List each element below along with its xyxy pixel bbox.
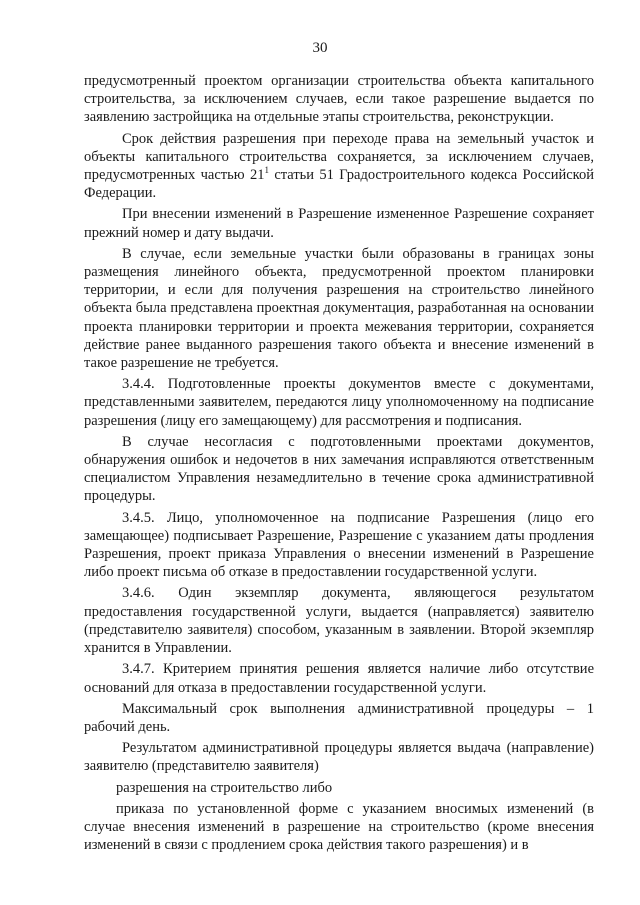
paragraph-result-permit: разрешения на строительство либо bbox=[116, 779, 333, 796]
document-body bbox=[84, 72, 594, 857]
paragraph-disagreement: В случае несогласия с подготовленными проектами документов, обнаружения ошибок и недочетов в них замечания исправляются ответственным специалистом Управления незамедлительно в течение срока административной процедуры. bbox=[84, 433, 594, 505]
paragraph-3-4-4: 3.4.4. Подготовленные проекты документов вместе с документами, представленными заявителем, передаются лицу уполномоченному на подписание разрешения (лицу его замещающему) для рассмотрения и подписания. bbox=[84, 376, 594, 429]
paragraph-continuation: предусмотренный проектом организации строительства объекта капитального строительства, за исключением случаев, если такое разрешение выдается по заявлению застройщика на отдельные этапы строительства, реконструкции. bbox=[84, 73, 594, 126]
paragraph-result-order: приказа по установленной форме с указанием вносимых изменений (в случае внесения изменений в разрешение на строительство (кроме внесения изменений в связи с продлением срока действия такого разрешения) и в bbox=[84, 800, 594, 854]
paragraph-permit-validity-text: Срок действия разрешения при переходе права на земельный участок и объекты капитального строительства сохраняется, за исключением случаев, предусмотренных частью 21 bbox=[84, 130, 594, 184]
paragraph-permit-validity bbox=[84, 130, 594, 203]
superscript-marker: 1 bbox=[264, 165, 269, 176]
paragraph-permit-validity-tail: статьи 51 Градостроительного кодекса Российской Федерации. bbox=[84, 167, 594, 202]
paragraph-result: Результатом административной процедуры является выдача (направление) заявителю (представителю заявителя) bbox=[84, 740, 594, 775]
paragraph-3-4-5: 3.4.5. Лицо, уполномоченное на подписание Разрешения (лицо его замещающее) подписывает Разрешение, Разрешение с указанием даты продления Разрешения, проект приказа Управления о внесении изменений в Разрешение либо проект письма об отказе в предоставлении государственной услуги. bbox=[84, 509, 594, 581]
paragraph-max-term: Максимальный срок выполнения административной процедуры – 1 рабочий день. bbox=[84, 700, 594, 735]
paragraph-3-4-7: 3.4.7. Критерием принятия решения является наличие либо отсутствие оснований для отказа в предоставлении государственной услуги. bbox=[84, 661, 594, 696]
page-number: 30 bbox=[312, 40, 328, 56]
paragraph-3-4-6: 3.4.6. Один экземпляр документа, являющегося результатом предоставления государственной услуги, выдается (направляется) заявителю (представителю заявителя) способом, указанным в заявлении. Второй экземпляр хранится в Управлении. bbox=[84, 585, 594, 657]
paragraph-linear-object: В случае, если земельные участки были образованы в границах зоны размещения линейного объекта, предусмотренной проектом планировки территории, и если для получения разрешения на строительство линейного объекта была представлена проектная документация, разработанная на основании проекта планировки территории и проекта межевания территории, сохраняется действие ранее выданного разрешения такого объекта и внесение изменений в такое разрешение не требуется. bbox=[84, 245, 594, 372]
paragraph-changes: При внесении изменений в Разрешение измененное Разрешение сохраняет прежний номер и дату выдачи. bbox=[84, 206, 594, 241]
